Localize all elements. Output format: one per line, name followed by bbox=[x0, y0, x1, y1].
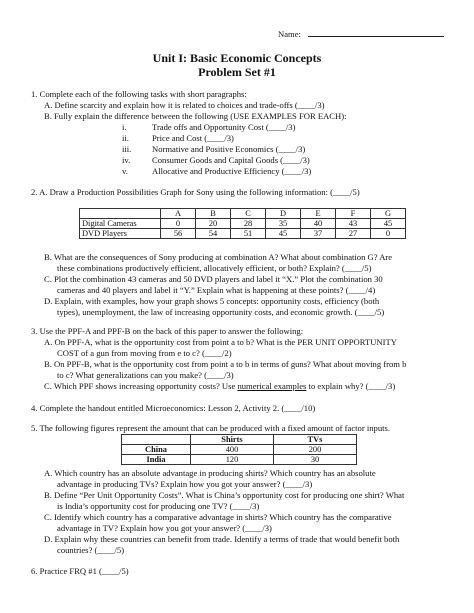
table-cell: 54 bbox=[196, 229, 231, 239]
table-row-label: Digital Cameras bbox=[80, 219, 161, 229]
q3-a-line1: A. On PPF-A, what is the opportunity cost from point a to b? What is the PER UNIT OPPORTUNITY bbox=[44, 337, 397, 347]
table-cell: 27 bbox=[336, 229, 371, 239]
q3-c-text: C. Which PPF shows increasing opportunity costs? Use bbox=[44, 381, 238, 391]
table-header-cell: Shirts bbox=[191, 435, 274, 445]
table-header-cell: D bbox=[266, 209, 301, 219]
q1-item-num: iii. bbox=[122, 144, 132, 154]
table-cell: 51 bbox=[231, 229, 266, 239]
q5-d-line1: D. Explain why these countries can benefit from trade. Identify a terms of trade that would benefit both bbox=[44, 534, 400, 544]
table-header-cell: C bbox=[231, 209, 266, 219]
table-header-row bbox=[122, 435, 357, 445]
q3-prompt: 3. Use the PPF-A and PPF-B on the back of this paper to answer the following: bbox=[31, 326, 304, 336]
table-cell: 0 bbox=[161, 219, 196, 229]
q1-item-num: v. bbox=[122, 166, 128, 176]
q5-d-line2: countries? (____/5) bbox=[57, 545, 125, 555]
table-row-label: DVD Players bbox=[80, 229, 161, 239]
q1-item-num: ii. bbox=[122, 133, 129, 143]
q1-a: A. Define scarcity and explain how it is related to choices and trade-offs (____/3) bbox=[44, 100, 325, 110]
table-row bbox=[80, 219, 406, 229]
table-cell: 200 bbox=[274, 445, 357, 455]
q3-b-line2: to c? What generalizations can you make? (____/3) bbox=[57, 370, 234, 380]
q5-b-line1: B. Define “Per Unit Opportunity Costs”. What is China’s opportunity cost for producing one shirt? What bbox=[44, 490, 405, 500]
advantage-table bbox=[121, 434, 357, 465]
name-label: Name: bbox=[278, 29, 301, 39]
q1-item-num: i. bbox=[122, 122, 127, 132]
table-cell bbox=[122, 435, 191, 445]
page-subtitle: Problem Set #1 bbox=[198, 65, 276, 79]
table-row bbox=[80, 229, 406, 239]
q1-item-num: iv. bbox=[122, 155, 131, 165]
table-header-cell: A bbox=[161, 209, 196, 219]
table-cell: 56 bbox=[161, 229, 196, 239]
sony-ppf-table bbox=[79, 208, 406, 239]
q5-b-line2: is India’s opportunity cost for producing one TV? (____/3) bbox=[57, 501, 260, 511]
table-header-cell: G bbox=[371, 209, 406, 219]
name-blank-line bbox=[308, 36, 444, 37]
q1-b: B. Fully explain the difference between the following (USE EXAMPLES FOR EACH): bbox=[44, 111, 347, 121]
q1-prompt: 1. Complete each of the following tasks with short paragraphs: bbox=[31, 89, 247, 99]
table-cell: 45 bbox=[266, 229, 301, 239]
q1-item-text: Normative and Positive Economics (____/3) bbox=[152, 144, 306, 154]
table-cell: 28 bbox=[231, 219, 266, 229]
table-row bbox=[122, 445, 357, 455]
q2-b-line1: B. What are the consequences of Sony producing at combination A? What about combination G? Are bbox=[44, 252, 393, 262]
table-cell: 30 bbox=[274, 455, 357, 465]
table-header-row bbox=[80, 209, 406, 219]
q1-item-text: Consumer Goods and Capital Goods (____/3) bbox=[152, 155, 310, 165]
q5-a-line1: A. Which country has an absolute advantage in producing shirts? Which country has an absolute bbox=[44, 468, 376, 478]
q2-b-line2: these combinations productively efficient, allocatively efficient, or both? Explain? (____/5) bbox=[57, 263, 372, 273]
q5-a-line2: advantage in producing TVs? Explain how you got your answer? (____/3) bbox=[57, 479, 313, 489]
table-cell: 40 bbox=[301, 219, 336, 229]
table-cell bbox=[80, 209, 161, 219]
q5-c-line1: C. Identify which country has a comparative advantage in shirts? Which country has the comparative bbox=[44, 512, 392, 522]
q1-item-text: Allocative and Productive Efficiency (____/3) bbox=[152, 166, 312, 176]
table-cell: 35 bbox=[266, 219, 301, 229]
table-cell: 0 bbox=[371, 229, 406, 239]
q1-item-text: Trade offs and Opportunity Cost (____/3) bbox=[152, 122, 296, 132]
table-row-label: China bbox=[122, 445, 191, 455]
q4-prompt: 4. Complete the handout entitled Microeconomics: Lesson 2, Activity 2. (____/10) bbox=[31, 403, 316, 413]
q5-c-line2: advantage in TV? Explain how you got your answer? (____/3) bbox=[57, 523, 272, 533]
table-cell: 45 bbox=[371, 219, 406, 229]
q3-a-line2: COST of a gun from moving from e to c? (____/2) bbox=[57, 348, 232, 358]
table-cell: 400 bbox=[191, 445, 274, 455]
q3-b-line1: B. On PPF-B, what is the opportunity cost from point a to b in terms of guns? What about moving from b bbox=[44, 359, 407, 369]
q5-prompt: 5. The following figures represent the amount that can be produced with a fixed amount of factor inputs. bbox=[31, 423, 391, 433]
q3-c-text-end: to explain why? (____/3) bbox=[306, 381, 396, 391]
table-header-cell: B bbox=[196, 209, 231, 219]
table-header-cell: E bbox=[301, 209, 336, 219]
q3-c-underlined: numerical examples bbox=[237, 381, 307, 391]
q2-c-line1: C. Plot the combination 43 cameras and 50 DVD players and label it “X.” Plot the combination 30 bbox=[44, 274, 383, 284]
table-cell: 20 bbox=[196, 219, 231, 229]
table-row-label: India bbox=[122, 455, 191, 465]
table-cell: 37 bbox=[301, 229, 336, 239]
table-row bbox=[122, 455, 357, 465]
q6-prompt: 6. Practice FRQ #1 (____/5) bbox=[31, 566, 129, 576]
q1-item-text: Price and Cost (____/3) bbox=[152, 133, 234, 143]
table-cell: 120 bbox=[191, 455, 274, 465]
table-cell: 43 bbox=[336, 219, 371, 229]
q2-prompt: 2. A. Draw a Production Possibilities Graph for Sony using the following information: (____/5) bbox=[31, 187, 360, 197]
table-header-cell: TVs bbox=[274, 435, 357, 445]
page-title: Unit I: Basic Economic Concepts bbox=[152, 51, 322, 65]
q2-d-line1: D. Explain, with examples, how your graph shows 5 concepts: opportunity costs, efficiency (both bbox=[44, 296, 380, 306]
q2-c-line2: cameras and 40 players and label it “Y.” Explain what is happening at these points? (____/4) bbox=[57, 285, 376, 295]
q2-d-line2: types), unemployment, the law of increasing opportunity costs, and economic growth. (____/5) bbox=[57, 307, 385, 317]
q3-c-line bbox=[44, 381, 395, 391]
table-header-cell: F bbox=[336, 209, 371, 219]
